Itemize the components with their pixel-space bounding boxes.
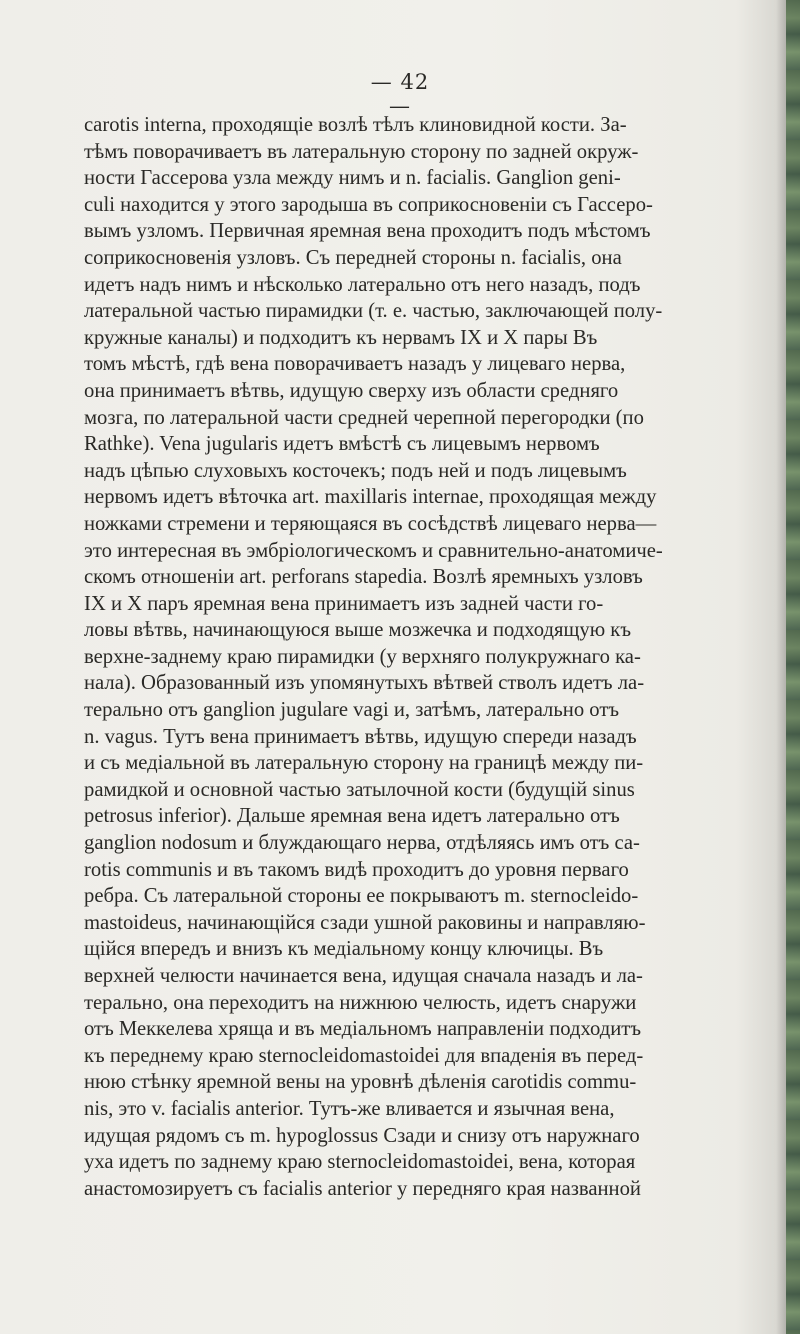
text-line: анастомозируетъ съ facialis anterior у передняго края названной <box>84 1177 641 1200</box>
text-line: rotis communis и въ такомъ видѣ проходитъ до уровня перваго <box>84 858 629 881</box>
text-line: и съ медіальной въ латеральную сторону на границѣ между пи- <box>84 752 644 775</box>
page-number: — 42 — <box>370 70 430 118</box>
text-line: идетъ надъ нимъ и нѣсколько латерально отъ него назадъ, подъ <box>84 273 641 296</box>
text-line: рамидкой и основной частью затылочной кости (будущій sinus <box>84 778 635 801</box>
text-line: n. vagus. Тутъ вена принимаетъ вѣтвь, идущую спереди назадъ <box>84 725 637 748</box>
text-line: ловы вѣтвь, начинающуюся выше мозжечка и подходящую къ <box>84 619 632 642</box>
text-line: щійся впередъ и внизъ къ медіальному концу ключицы. Въ <box>84 938 604 961</box>
text-line: уха идетъ по заднему краю sternocleidomastoidei, вена, которая <box>84 1151 636 1174</box>
text-line: терально отъ ganglion jugulare vagi и, затѣмъ, латерально отъ <box>84 699 620 722</box>
text-line: ребра. Съ латеральной стороны ее покрываютъ m. sternocleido- <box>84 885 639 908</box>
text-line: верхней челюсти начинается вена, идущая сначала назадъ и ла- <box>84 965 643 987</box>
text-line: кружные каналы) и подходитъ къ нервамъ IX и X пары Въ <box>84 326 598 349</box>
text-line: тѣмъ поворачиваетъ въ латеральную сторону по задней окруж- <box>84 140 639 163</box>
text-line: она принимаетъ вѣтвь, идущую сверху изъ области средняго <box>84 379 619 402</box>
text-line: petrosus inferior). Дальше яремная вена идетъ латерально отъ <box>84 805 620 828</box>
text-line: томъ мѣстѣ, гдѣ вена поворачиваетъ назадъ у лицеваго нерва, <box>84 353 626 376</box>
text-line: нала). Образованный изъ упомянутыхъ вѣтвей стволъ идетъ ла- <box>84 672 645 695</box>
text-line: ности Гассерова узла между нимъ и n. facialis. Ganglion geni- <box>84 167 621 190</box>
text-line: мозга, по латеральной части средней черепной перегородки (по <box>84 406 644 429</box>
text-line: скомъ отношеніи art. perforans stapedia. Возлѣ яремныхъ узловъ <box>84 566 643 589</box>
text-line: идущая рядомъ съ m. hypoglossus Сзади и снизу отъ наружнаго <box>84 1124 640 1147</box>
text-line: culi находится у этого зародыша въ соприкосновеніи съ Гассеро- <box>84 193 653 216</box>
text-line: латеральной частью пирамидки (т. е. частью, заключающей полу- <box>84 300 663 323</box>
text-line: IX и X паръ яремная вена принимаетъ изъ задней части го- <box>84 592 604 615</box>
text-line: соприкосновенія узловъ. Съ передней стороны n. facialis, она <box>84 246 622 269</box>
text-line: отъ Меккелева хряща и въ медіальномъ направленіи подходитъ <box>84 1018 641 1041</box>
text-line: терально, она переходитъ на нижнюю челюсть, идетъ снаружи <box>84 991 637 1014</box>
page-binding-edge <box>786 0 800 1334</box>
page-edge-shadow <box>776 0 786 1334</box>
text-line: Rathke). Vena jugularis идетъ вмѣстѣ съ лицевымъ нервомъ <box>84 433 600 456</box>
body-text <box>84 112 796 1202</box>
text-line: вымъ узломъ. Первичная яремная вена проходитъ подъ мѣстомъ <box>84 220 651 243</box>
text-line: ножками стремени и теряющаяся въ сосѣдствѣ лицеваго нерва— <box>84 512 657 535</box>
text-line: carotis interna, проходящіе возлѣ тѣлъ клиновидной кости. За- <box>84 114 627 136</box>
text-line: это интересная въ эмбріологическомъ и сравнительно-анатомиче- <box>84 539 663 562</box>
text-line: верхне-заднему краю пирамидки (у верхняго полукружнаго ка- <box>84 645 641 668</box>
text-line: нюю стѣнку яремной вены на уровнѣ дѣленія carotidis commu- <box>84 1071 637 1094</box>
text-line: ganglion nodosum и блуждающаго нерва, отдѣляясь имъ отъ са- <box>84 832 640 855</box>
text-line: нервомъ идетъ вѣточка art. maxillaris internae, проходящая между <box>84 486 657 509</box>
text-line: mastoideus, начинающійся сзади ушной раковины и направляю- <box>84 911 646 934</box>
text-line: къ переднему краю sternocleidomastoidei для впаденія въ перед- <box>84 1044 644 1067</box>
text-line: nis, это v. facialis anterior. Тутъ-же вливается и язычная вена, <box>84 1097 615 1120</box>
text-line: надъ цѣпью слуховыхъ косточекъ; подъ ней и подъ лицевымъ <box>84 459 627 482</box>
